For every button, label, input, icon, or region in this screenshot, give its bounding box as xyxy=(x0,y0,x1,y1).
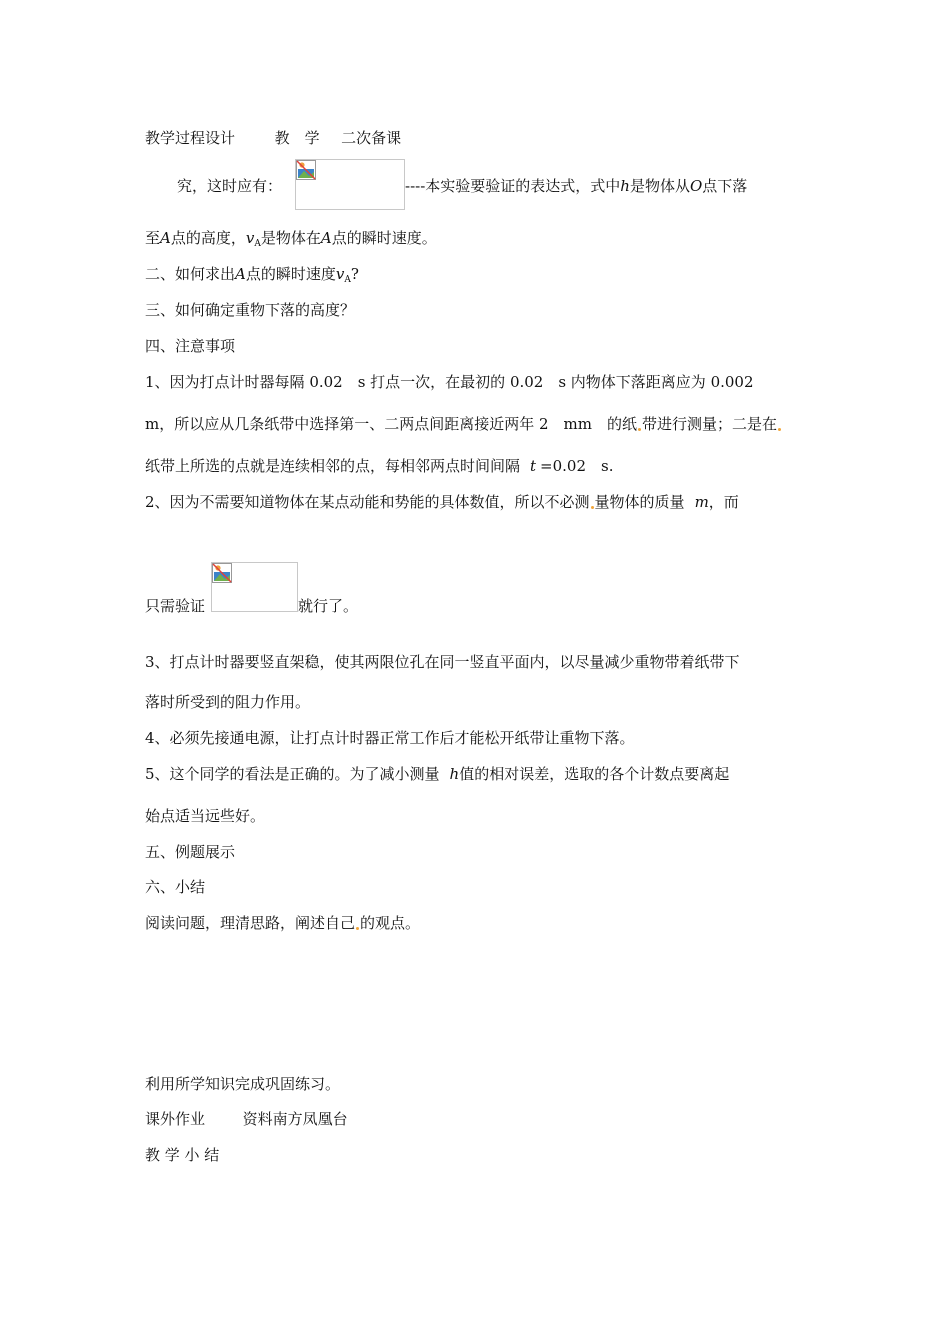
orange-dot-marker xyxy=(591,506,594,509)
section-4-heading: 四、注意事项 xyxy=(145,337,236,355)
verify-formula-image-placeholder xyxy=(211,562,298,612)
orange-dot-marker xyxy=(638,428,641,431)
teaching-summary-heading: 教 学 小 结 xyxy=(145,1146,220,1164)
note-5-line-1: 5、这个同学的看法是正确的。为了减小测量 h值的相对误差，选取的各个计数点要离起 xyxy=(145,765,730,783)
note-1-line-2: m，所以应从几条纸带中选择第一、二两点间距离接近两年 2 mm 的纸 带进行测量；二是在 xyxy=(145,414,782,434)
height-velocity-definition: 至A点的高度，$v_A$是物体在A点的瞬时速度。 xyxy=(145,229,437,249)
note-4: 4、必须先接通电源，让打点计时器正常工作后才能松开纸带让重物下落。 xyxy=(145,729,635,747)
section-5-heading: 五、例题展示 xyxy=(145,843,236,861)
note-1-line-1: 1、因为打点计时器每隔 0.02 s 打点一次，在最初的 0.02 s 内物体下落距离应为 0.002 xyxy=(145,373,754,391)
question-3: 三、如何确定重物下落的高度？ xyxy=(145,301,356,319)
reading-instruction: 阅读问题，理清思路，阐述自己 的观点。 xyxy=(145,914,421,932)
header-col-teaching: 教 学 xyxy=(274,129,320,147)
note-3-line-2: 落时所受到的阻力作用。 xyxy=(145,693,311,711)
broken-image-icon xyxy=(212,563,232,583)
broken-image-icon xyxy=(296,160,316,180)
homework-value: 资料南方凤凰台 xyxy=(242,1110,348,1128)
orange-dot-marker xyxy=(356,927,359,930)
formula-intro-text: 究，这时应有： xyxy=(177,177,283,195)
note-3-line-1: 3、打点计时器要竖直架稳，使其两限位孔在同一竖直平面内，以尽量减少重物带着纸带下 xyxy=(145,653,740,671)
header-row xyxy=(145,128,401,148)
formula-image-placeholder xyxy=(295,159,405,210)
section-6-heading: 六、小结 xyxy=(145,878,206,896)
header-col-process: 教学过程设计 xyxy=(145,129,236,147)
note-1-line-3: 纸带上所选的点就是连续相邻的点，每相邻两点时间间隔 t =0.02 s. xyxy=(145,457,614,475)
note-2-line-1: 2、因为不需要知道物体在某点动能和势能的具体数值，所以不必测 量物体的质量 m，而 xyxy=(145,493,739,511)
header-col-second-prep: 二次备课 xyxy=(341,129,402,147)
formula-explanation-text: ----本实验要验证的表达式，式中h是物体从O点下落 xyxy=(405,177,748,195)
note-2-verify-tail: 就行了。 xyxy=(298,597,359,615)
homework-row xyxy=(145,1109,348,1129)
note-5-line-2: 始点适当远些好。 xyxy=(145,807,266,825)
note-2-verify-text: 只需验证 xyxy=(145,597,206,615)
orange-dot-marker xyxy=(778,428,781,431)
homework-label: 课外作业 xyxy=(145,1110,206,1128)
question-2: 二、如何求出A点的瞬时速度$v_A$? xyxy=(145,265,359,285)
practice-instruction: 利用所学知识完成巩固练习。 xyxy=(145,1075,341,1093)
